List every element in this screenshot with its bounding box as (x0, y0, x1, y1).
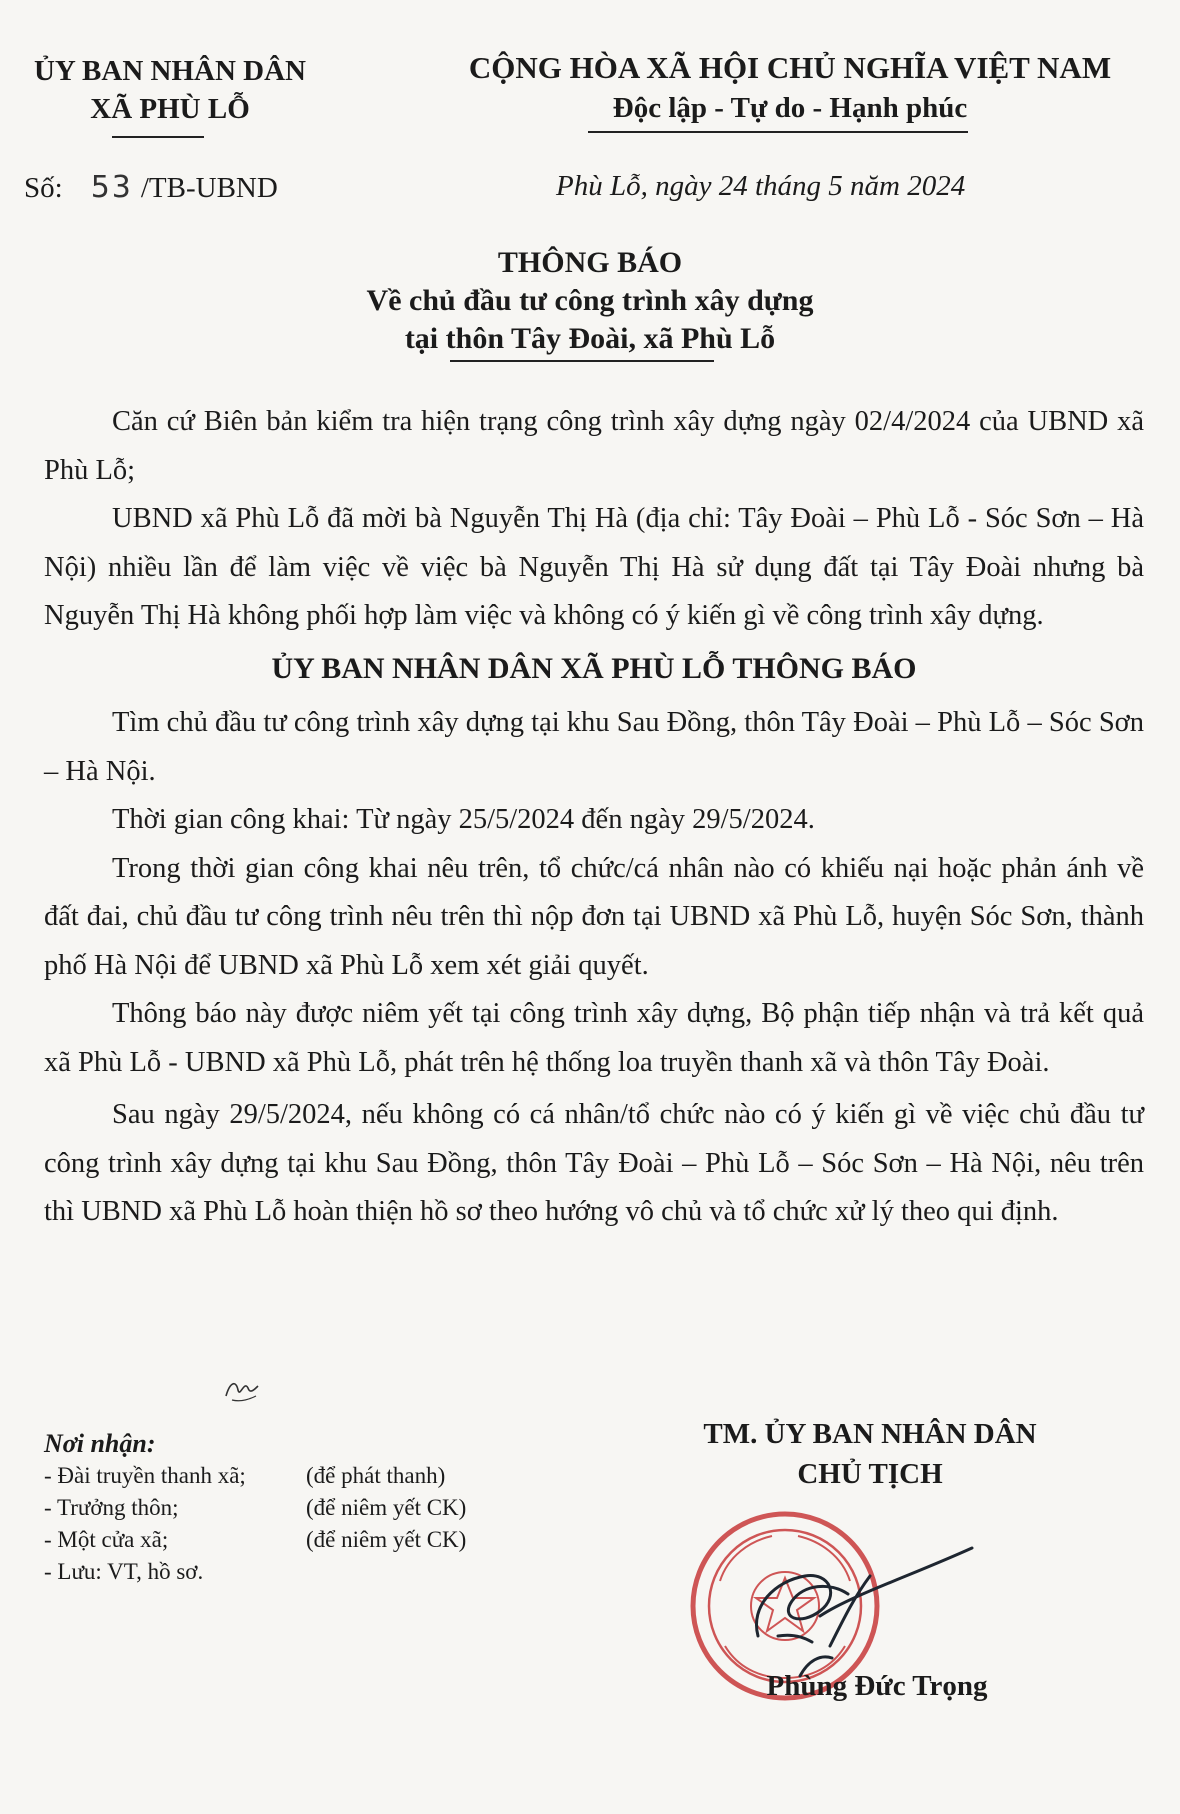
document-title (0, 244, 1180, 358)
authority-line-1: ỦY BAN NHÂN DÂN (33, 55, 306, 87)
paragraph-4: Thời gian công khai: Từ ngày 25/5/2024 đến ngày 29/5/2024. (112, 804, 815, 835)
paragraph-7: Sau ngày 29/5/2024, nếu không có cá nhân/tổ chức nào có ý kiến gì về việc chủ đầu tư công trình xây dựng tại khu Sau Đồng, thôn Tây Đoài – Phù Lỗ – Sóc Sơn – Hà Nội, nêu trên thì UBND xã Phù Lỗ hoàn thiện hồ sơ theo hướng vô chủ và tổ chức xử lý theo qui định. (44, 1099, 1144, 1227)
number-handwritten: 53 (90, 170, 133, 205)
paragraph-6: Thông báo này được niêm yết tại công trình xây dựng, Bộ phận tiếp nhận và trả kết quả xã Phù Lỗ - UBND xã Phù Lỗ, phát trên hệ thống loa truyền thanh xã và thôn Tây Đoài. (44, 998, 1144, 1078)
authority-line-2: XÃ PHÙ LỖ (90, 93, 250, 125)
recipient-name: - Đài truyền thanh xã; (44, 1463, 246, 1488)
recipient-item (44, 1492, 466, 1524)
signer-name: Phùng Đức Trọng (766, 1670, 988, 1702)
signature-authority: TM. ỦY BAN NHÂN DÂN (703, 1418, 1037, 1450)
recipient-item (44, 1460, 466, 1492)
number-suffix: /TB-UBND (140, 172, 278, 204)
signature-block (660, 1414, 1080, 1494)
document-number (24, 170, 278, 205)
recipients-heading: Nơi nhận: (44, 1429, 156, 1458)
title-line-3: tại thôn Tây Đoài, xã Phù Lỗ (404, 322, 776, 355)
document-body (44, 398, 1144, 1237)
section-heading: ỦY BAN NHÂN DÂN XÃ PHÙ LỖ THÔNG BÁO (271, 651, 917, 685)
national-header (430, 48, 1150, 128)
paragraph-3: Tìm chủ đầu tư công trình xây dựng tại khu Sau Đồng, thôn Tây Đoài – Phù Lỗ – Sóc Sơn – Hà Nội. (44, 707, 1144, 787)
title-underline (450, 360, 714, 362)
recipient-name: - Trưởng thôn; (44, 1495, 179, 1520)
paragraph-1: Căn cứ Biên bản kiểm tra hiện trạng công trình xây dựng ngày 02/4/2024 của UBND xã Phù Lỗ; (44, 406, 1144, 486)
national-motto: Độc lập - Tự do - Hạnh phúc (612, 92, 968, 124)
authority-underline (112, 136, 204, 138)
initials-mark-icon (222, 1374, 262, 1404)
issue-date: Phù Lỗ, ngày 24 tháng 5 năm 2024 (556, 170, 966, 202)
number-prefix: Số: (24, 172, 63, 204)
recipient-item (44, 1524, 466, 1556)
recipient-name: - Lưu: VT, hồ sơ. (44, 1559, 204, 1584)
paragraph-5: Trong thời gian công khai nêu trên, tổ chức/cá nhân nào có khiếu nại hoặc phản ánh về đất đai, chủ đầu tư công trình nêu trên thì nộp đơn tại UBND xã Phù Lỗ, huyện Sóc Sơn, thành phố Hà Nội để UBND xã Phù Lỗ xem xét giải quyết. (44, 852, 1144, 981)
title-line-1: THÔNG BÁO (497, 246, 683, 279)
recipient-note: (để niêm yết CK) (306, 1495, 467, 1520)
recipient-note: (để phát thanh) (306, 1463, 446, 1488)
title-line-2: Về chủ đầu tư công trình xây dựng (366, 284, 814, 317)
paragraph-2: UBND xã Phù Lỗ đã mời bà Nguyễn Thị Hà (địa chỉ: Tây Đoài – Phù Lỗ - Sóc Sơn – Hà Nội) nhiều lần để làm việc về việc bà Nguyễn Thị Hà sử dụng đất tại Tây Đoài nhưng bà Nguyễn Thị Hà không phối hợp làm việc và không có ý kiến gì về công trình xây dựng. (44, 503, 1144, 631)
national-title: CỘNG HÒA XÃ HỘI CHỦ NGHĨA VIỆT NAM (468, 50, 1112, 85)
recipient-item (44, 1556, 466, 1588)
motto-underline (588, 131, 968, 133)
recipients-block (44, 1428, 466, 1588)
signature-title: CHỦ TỊCH (797, 1458, 943, 1490)
issuing-authority (10, 52, 330, 128)
recipient-note: (để niêm yết CK) (306, 1527, 467, 1552)
recipient-name: - Một cửa xã; (44, 1527, 169, 1552)
